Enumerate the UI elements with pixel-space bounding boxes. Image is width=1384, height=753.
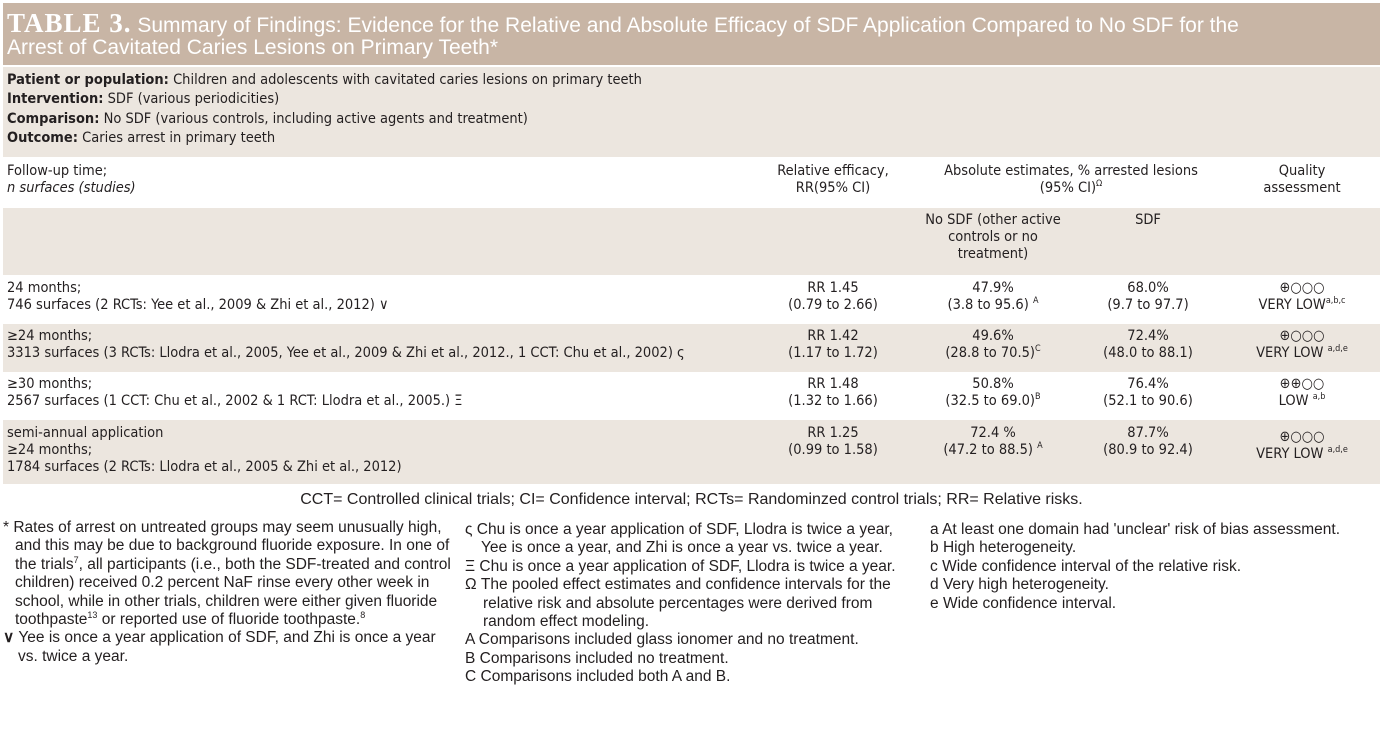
footnote-symbol: c — [930, 557, 938, 575]
row-sdf-value: 68.0% — [1127, 280, 1169, 296]
quality-rating: VERY LOW — [1258, 297, 1326, 313]
row-no-sdf-sup: A — [1037, 441, 1043, 452]
row-sdf — [1083, 328, 1213, 362]
footnote-text: Chu is once a year application of SDF, Llodra is twice a year. — [479, 557, 896, 575]
row-no-sdf-value: 50.8% — [972, 376, 1014, 392]
row-sdf — [1083, 280, 1213, 314]
footnote-ref: 8 — [360, 609, 366, 620]
row-followup — [7, 280, 389, 314]
quality-sup: a,b,c — [1325, 296, 1346, 307]
footnote-ref: 13 — [87, 609, 98, 620]
footnote-text: Wide confidence interval. — [942, 594, 1117, 612]
header-relative-line-2: RR(95% CI) — [795, 180, 871, 196]
row-followup — [7, 328, 685, 362]
outcome-value: Caries arrest in primary teeth — [82, 130, 276, 146]
footnote-item — [465, 521, 915, 558]
quality-rating: VERY LOW — [1256, 446, 1328, 462]
table-row — [3, 372, 1380, 420]
footnote-symbol: Ω — [465, 576, 477, 594]
row-no-sdf-sup: C — [1034, 344, 1041, 355]
row-quality-text — [1239, 345, 1365, 362]
footnote-text: Comparisons included no treatment. — [479, 649, 729, 667]
row-no-sdf-ci — [908, 442, 1078, 459]
row-rr-ci: (1.17 to 1.72) — [788, 345, 878, 361]
footnotes-column-1 — [3, 519, 455, 666]
sub-header-no-sdf-line-3: treatment) — [957, 246, 1029, 262]
footnote-item — [465, 558, 915, 576]
footnote-item — [930, 595, 1350, 613]
row-no-sdf — [908, 328, 1078, 362]
footnote-symbol: Ξ — [465, 557, 476, 575]
row-no-sdf-value: 47.9% — [972, 280, 1014, 296]
header-absolute-ci: (95% CI) — [1039, 180, 1097, 196]
footnote-text: Comparisons included both A and B. — [480, 668, 731, 686]
row-rr-ci: (0.99 to 1.58) — [788, 442, 878, 458]
header-followup-line-1: Follow-up time; — [7, 163, 108, 179]
quality-sup: a,b — [1312, 392, 1326, 403]
row-quality — [1239, 376, 1365, 410]
row-no-sdf-ci — [908, 345, 1078, 362]
header-quality-line-1: Quality — [1278, 163, 1326, 179]
row-sdf — [1083, 425, 1213, 459]
patient-line — [7, 72, 642, 88]
footnote-item — [465, 668, 915, 686]
sub-header-sdf: SDF — [1135, 212, 1161, 228]
footnote-text: The pooled effect estimates and confidence intervals for the relative risk and absolute percentages were derived from random effect modeling. — [480, 576, 891, 631]
row-no-sdf-ci — [908, 393, 1078, 410]
quality-sup: a,d,e — [1327, 344, 1348, 355]
footnote-symbol: A — [465, 631, 475, 649]
row-quality — [1239, 328, 1365, 362]
quality-symbols: ⊕○○○ — [1279, 429, 1325, 445]
footnote-text: , all participants (i.e., both the SDF-treated and control children) received 0.2 percent NaF rinse every other week in school, while in other trials, children were either given fluoride toothpaste — [15, 555, 451, 629]
footnote-symbol: ς — [465, 521, 473, 538]
footnote-symbol: B — [465, 649, 476, 667]
header-absolute-line-2 — [921, 180, 1221, 197]
row-rr-value: RR 1.25 — [807, 425, 859, 441]
footnote-item — [930, 576, 1350, 594]
header-quality-line-2: assessment — [1263, 180, 1341, 196]
row-followup — [7, 425, 402, 476]
row-rr-value: RR 1.45 — [807, 280, 859, 296]
abbreviations-line: CCT= Controlled clinical trials; CI= Confidence interval; RCTs= Randominzed control trials; RR= Relative risks. — [300, 491, 1083, 508]
header-quality — [1239, 163, 1365, 197]
quality-symbols: ⊕○○○ — [1279, 280, 1325, 296]
comparison-value: No SDF (various controls, including active agents and treatment) — [103, 111, 528, 127]
footnote-symbol: ∨ — [3, 629, 15, 647]
header-relative-line-1: Relative efficacy, — [777, 163, 889, 179]
row-no-sdf — [908, 425, 1078, 459]
footnote-text: or reported use of fluoride toothpaste. — [97, 611, 361, 629]
row-sdf-ci: (48.0 to 88.1) — [1103, 345, 1193, 361]
row-no-sdf — [908, 376, 1078, 410]
table-title-line-1 — [7, 8, 1239, 39]
intervention-line — [7, 91, 279, 107]
footnote-text: Comparisons included glass ionomer and no treatment. — [478, 631, 859, 649]
footnote-text: At least one domain had 'unclear' risk of bias assessment. — [942, 521, 1341, 538]
quality-symbols: ⊕⊕○○ — [1279, 376, 1325, 392]
row-followup-line: 3313 surfaces (3 RCTs: Llodra et al., 2005, Yee et al., 2009 & Zhi et al., 2012., 1 CCT: Chu et al., 2002) ς — [7, 345, 685, 361]
sub-header-row — [3, 208, 1380, 275]
row-followup-line: 746 surfaces (2 RCTs: Yee et al., 2009 & Zhi et al., 2012) ∨ — [7, 297, 389, 313]
row-quality-text — [1239, 393, 1365, 410]
header-followup — [7, 163, 136, 197]
row-rr-ci: (0.79 to 2.66) — [788, 297, 878, 313]
footnote-text: Rates of arrest on untreated groups may seem unusually high, and this may be due to background fluoride exposure. In one of the trials — [13, 519, 450, 573]
intervention-label: Intervention: — [7, 91, 104, 107]
footnote-item — [3, 519, 455, 629]
document-page — [3, 3, 1380, 750]
footnote-item — [3, 629, 455, 666]
footnote-text: Wide confidence interval of the relative risk. — [942, 557, 1242, 575]
row-no-sdf — [908, 280, 1078, 314]
row-followup-line: ≥30 months; — [7, 376, 93, 392]
footnote-item — [465, 576, 915, 631]
column-header-row — [3, 158, 1380, 208]
row-followup — [7, 376, 463, 410]
row-followup-line: ≥24 months; — [7, 442, 93, 458]
row-followup-line: ≥24 months; — [7, 328, 93, 344]
header-absolute-estimates — [921, 163, 1221, 197]
header-relative-efficacy — [763, 163, 903, 197]
table-row — [3, 324, 1380, 372]
footnote-item — [930, 539, 1350, 557]
row-no-sdf-value: 72.4 % — [970, 425, 1016, 441]
row-no-sdf-ci-text: (47.2 to 88.5) — [943, 442, 1038, 458]
row-relative-efficacy — [763, 425, 903, 459]
footnotes-column-2 — [465, 521, 915, 687]
header-absolute-line-1: Absolute estimates, % arrested lesions — [944, 163, 1198, 179]
table-title-band — [3, 3, 1380, 65]
footnote-symbol: * — [3, 519, 10, 536]
table-row — [3, 420, 1380, 484]
sub-header-no-sdf-line-1: No SDF (other active — [925, 212, 1061, 228]
row-no-sdf-sup: A — [1032, 296, 1039, 307]
row-followup-line: 1784 surfaces (2 RCTs: Llodra et al., 2005 & Zhi et al., 2012) — [7, 459, 402, 475]
row-rr-value: RR 1.48 — [807, 376, 859, 392]
row-no-sdf-ci — [908, 297, 1078, 314]
patient-value: Children and adolescents with cavitated caries lesions on primary teeth — [173, 72, 642, 88]
table-label: TABLE 3. — [7, 8, 132, 38]
row-relative-efficacy — [763, 376, 903, 410]
footnote-item — [465, 650, 915, 668]
comparison-label: Comparison: — [7, 111, 100, 127]
footnote-symbol: b — [930, 539, 939, 557]
quality-rating: VERY LOW — [1256, 345, 1328, 361]
footnote-text: Yee is once a year application of SDF, and Zhi is once a year vs. twice a year. — [18, 629, 436, 665]
footnote-text: High heterogeneity. — [942, 539, 1077, 557]
header-absolute-sup: Ω — [1096, 179, 1103, 190]
row-sdf — [1083, 376, 1213, 410]
intervention-value: SDF (various periodicities) — [107, 91, 280, 107]
row-sdf-value: 72.4% — [1127, 328, 1169, 344]
sub-header-no-sdf — [908, 212, 1078, 263]
row-no-sdf-value: 49.6% — [972, 328, 1014, 344]
row-quality-text — [1239, 446, 1365, 463]
footnote-symbol: d — [930, 576, 939, 594]
table-title-line-2: Arrest of Cavitated Caries Lesions on Primary Teeth* — [7, 36, 498, 59]
comparison-line — [7, 111, 528, 127]
outcome-line — [7, 130, 275, 146]
row-followup-line: 2567 surfaces (1 CCT: Chu et al., 2002 & 1 RCT: Llodra et al., 2005.) Ξ — [7, 393, 463, 409]
row-relative-efficacy — [763, 328, 903, 362]
footnote-ref: 7 — [73, 554, 79, 565]
table-title-text-1: Summary of Findings: Evidence for the Relative and Absolute Efficacy of SDF Application Compared to No SDF for the — [137, 14, 1239, 37]
row-sdf-value: 76.4% — [1127, 376, 1169, 392]
footnote-text: Chu is once a year application of SDF, Llodra is twice a year, Yee is once a year, and Zhi is once a year vs. twice a year. — [476, 521, 893, 557]
row-sdf-value: 87.7% — [1127, 425, 1169, 441]
quality-sup: a,d,e — [1327, 445, 1348, 456]
patient-label: Patient or population: — [7, 72, 169, 88]
quality-rating: LOW — [1278, 393, 1313, 409]
outcome-label: Outcome: — [7, 130, 78, 146]
row-relative-efficacy — [763, 280, 903, 314]
footnote-item — [465, 631, 915, 649]
footnote-text: Very high heterogeneity. — [942, 576, 1109, 594]
row-quality — [1239, 280, 1365, 314]
row-rr-value: RR 1.42 — [807, 328, 859, 344]
population-block — [3, 67, 1380, 157]
footnotes-column-3 — [930, 521, 1350, 613]
footnote-item — [930, 521, 1350, 539]
footnote-symbol: a — [930, 521, 939, 538]
row-sdf-ci: (80.9 to 92.4) — [1103, 442, 1193, 458]
sub-header-no-sdf-line-2: controls or no — [948, 229, 1038, 245]
row-rr-ci: (1.32 to 1.66) — [788, 393, 878, 409]
row-no-sdf-ci-text: (3.8 to 95.6) — [947, 297, 1033, 313]
quality-symbols: ⊕○○○ — [1279, 328, 1325, 344]
row-sdf-ci: (52.1 to 90.6) — [1103, 393, 1193, 409]
row-sdf-ci: (9.7 to 97.7) — [1107, 297, 1189, 313]
footnote-symbol: e — [930, 594, 939, 612]
footnote-item — [930, 558, 1350, 576]
header-followup-line-2: n surfaces (studies) — [7, 180, 136, 196]
footnote-symbol: C — [465, 668, 477, 686]
row-no-sdf-ci-text: (32.5 to 69.0) — [945, 393, 1036, 409]
row-no-sdf-sup: B — [1035, 392, 1041, 403]
row-quality — [1239, 429, 1365, 463]
table-row — [3, 276, 1380, 324]
row-no-sdf-ci-text: (28.8 to 70.5) — [945, 345, 1035, 361]
row-quality-text — [1239, 297, 1365, 314]
row-followup-line: semi-annual application — [7, 425, 164, 441]
row-followup-line: 24 months; — [7, 280, 82, 296]
